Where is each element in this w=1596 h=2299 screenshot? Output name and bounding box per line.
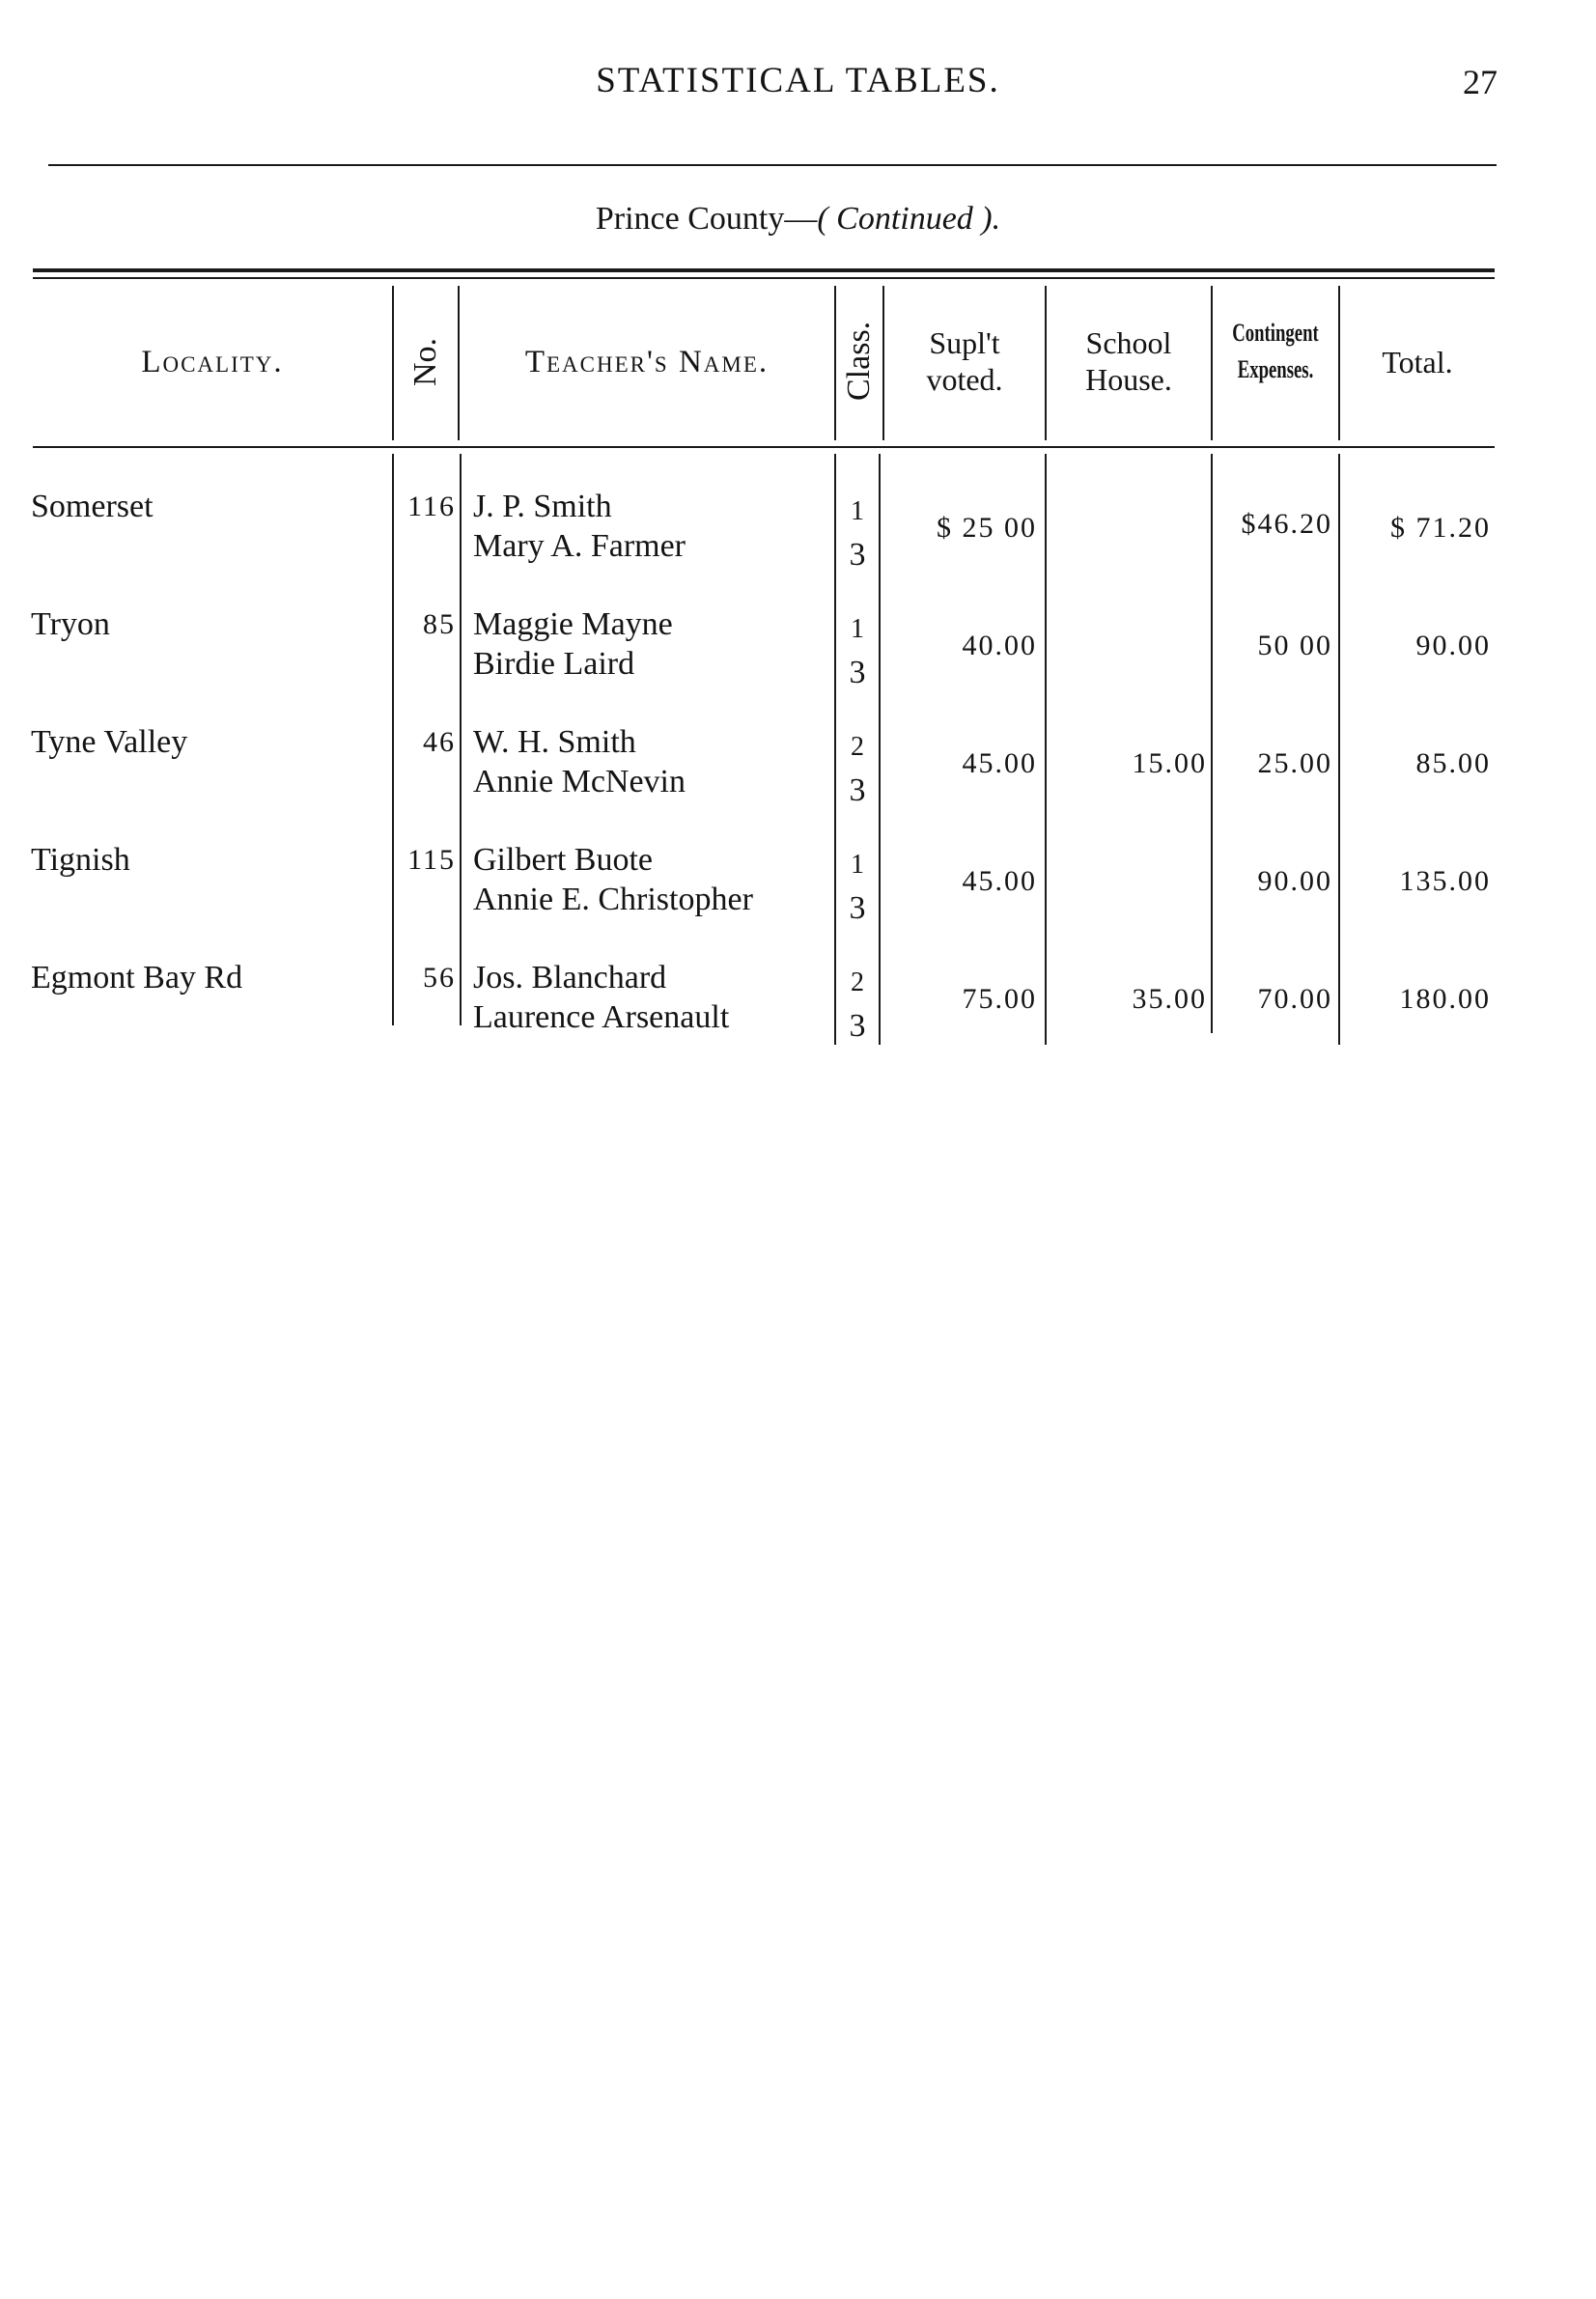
row-class-1: 2 bbox=[851, 967, 864, 997]
row-class-2: 3 bbox=[849, 890, 866, 926]
page-number: 27 bbox=[1463, 63, 1498, 101]
row-suplt: $ 25 00 bbox=[937, 512, 1037, 544]
row-suplt: 40.00 bbox=[962, 630, 1037, 661]
row-class-1: 1 bbox=[851, 614, 864, 644]
row-locality: Tryon bbox=[31, 606, 110, 642]
table-top-rule-thick bbox=[33, 268, 1495, 272]
col-divider bbox=[392, 286, 394, 440]
row-class-1: 2 bbox=[851, 732, 864, 762]
row-school: 15.00 bbox=[1132, 747, 1207, 779]
header-suplt-line1: Supl't bbox=[929, 325, 1000, 360]
col-divider bbox=[460, 454, 462, 1025]
row-class-2: 3 bbox=[849, 537, 866, 573]
header-school-line2: House. bbox=[1085, 362, 1172, 397]
row-teacher-2: Annie E. Christopher bbox=[473, 882, 753, 917]
row-teacher-2: Mary A. Farmer bbox=[473, 528, 686, 564]
col-divider bbox=[834, 286, 836, 440]
row-class-1: 1 bbox=[851, 496, 864, 526]
row-teacher-1: Gilbert Buote bbox=[473, 842, 654, 878]
row-no: 116 bbox=[407, 491, 456, 522]
row-total: 85.00 bbox=[1415, 747, 1491, 779]
header-contingent-expenses bbox=[1213, 319, 1338, 384]
row-teacher-1: J. P. Smith bbox=[473, 489, 612, 524]
row-suplt: 45.00 bbox=[962, 747, 1037, 779]
header-bottom-rule bbox=[33, 446, 1495, 448]
row-class-1: 1 bbox=[851, 850, 864, 880]
col-divider bbox=[392, 454, 394, 1025]
row-class-2: 3 bbox=[849, 655, 866, 690]
header-contingent-line1: Contingent bbox=[1232, 319, 1319, 347]
row-teacher-1: Jos. Blanchard bbox=[473, 960, 667, 995]
row-teacher-1: Maggie Mayne bbox=[473, 606, 673, 642]
header-suplt-voted bbox=[884, 324, 1045, 398]
row-total: $ 71.20 bbox=[1390, 512, 1491, 544]
header-school-line1: School bbox=[1085, 325, 1172, 360]
header-contingent-line2: Expenses. bbox=[1237, 355, 1314, 383]
header-school-house bbox=[1047, 324, 1211, 398]
header-suplt-line2: voted. bbox=[926, 362, 1003, 397]
table-subtitle bbox=[0, 201, 1596, 238]
header-locality: Locality. bbox=[141, 345, 284, 379]
header-no: No. bbox=[407, 337, 443, 387]
header-class: Class. bbox=[841, 321, 877, 401]
row-locality: Tyne Valley bbox=[31, 724, 188, 760]
row-no: 115 bbox=[407, 844, 456, 876]
subtitle-italic: ( Continued ). bbox=[817, 201, 1001, 237]
row-locality: Egmont Bay Rd bbox=[31, 960, 243, 995]
row-contingent: $46.20 bbox=[1241, 508, 1332, 540]
row-teacher-1: W. H. Smith bbox=[473, 724, 636, 760]
row-locality: Tignish bbox=[31, 842, 130, 878]
row-total: 135.00 bbox=[1399, 865, 1491, 897]
header-rule bbox=[48, 164, 1497, 166]
row-class-2: 3 bbox=[849, 1008, 866, 1044]
row-total: 180.00 bbox=[1399, 983, 1491, 1015]
row-contingent: 50 00 bbox=[1257, 630, 1332, 661]
row-teacher-2: Annie McNevin bbox=[473, 764, 686, 799]
page-title: STATISTICAL TABLES. bbox=[596, 61, 1000, 100]
col-divider bbox=[1211, 454, 1213, 1033]
row-suplt: 75.00 bbox=[962, 983, 1037, 1015]
header-teacher-name: Teacher's Name. bbox=[524, 345, 770, 379]
row-contingent: 70.00 bbox=[1257, 983, 1332, 1015]
row-school: 35.00 bbox=[1132, 983, 1207, 1015]
row-teacher-2: Laurence Arsenault bbox=[473, 999, 730, 1035]
row-total: 90.00 bbox=[1415, 630, 1491, 661]
col-divider bbox=[879, 454, 881, 1045]
row-class-2: 3 bbox=[849, 772, 866, 808]
row-contingent: 90.00 bbox=[1257, 865, 1332, 897]
row-suplt: 45.00 bbox=[962, 865, 1037, 897]
row-no: 46 bbox=[423, 726, 456, 758]
header-total: Total. bbox=[1382, 345, 1453, 379]
row-no: 85 bbox=[423, 608, 456, 640]
row-locality: Somerset bbox=[31, 489, 154, 524]
subtitle-plain: Prince County— bbox=[595, 201, 818, 237]
row-teacher-2: Birdie Laird bbox=[473, 646, 635, 682]
table-top-rule-thin bbox=[33, 277, 1495, 279]
row-contingent: 25.00 bbox=[1257, 747, 1332, 779]
row-no: 56 bbox=[423, 962, 456, 994]
